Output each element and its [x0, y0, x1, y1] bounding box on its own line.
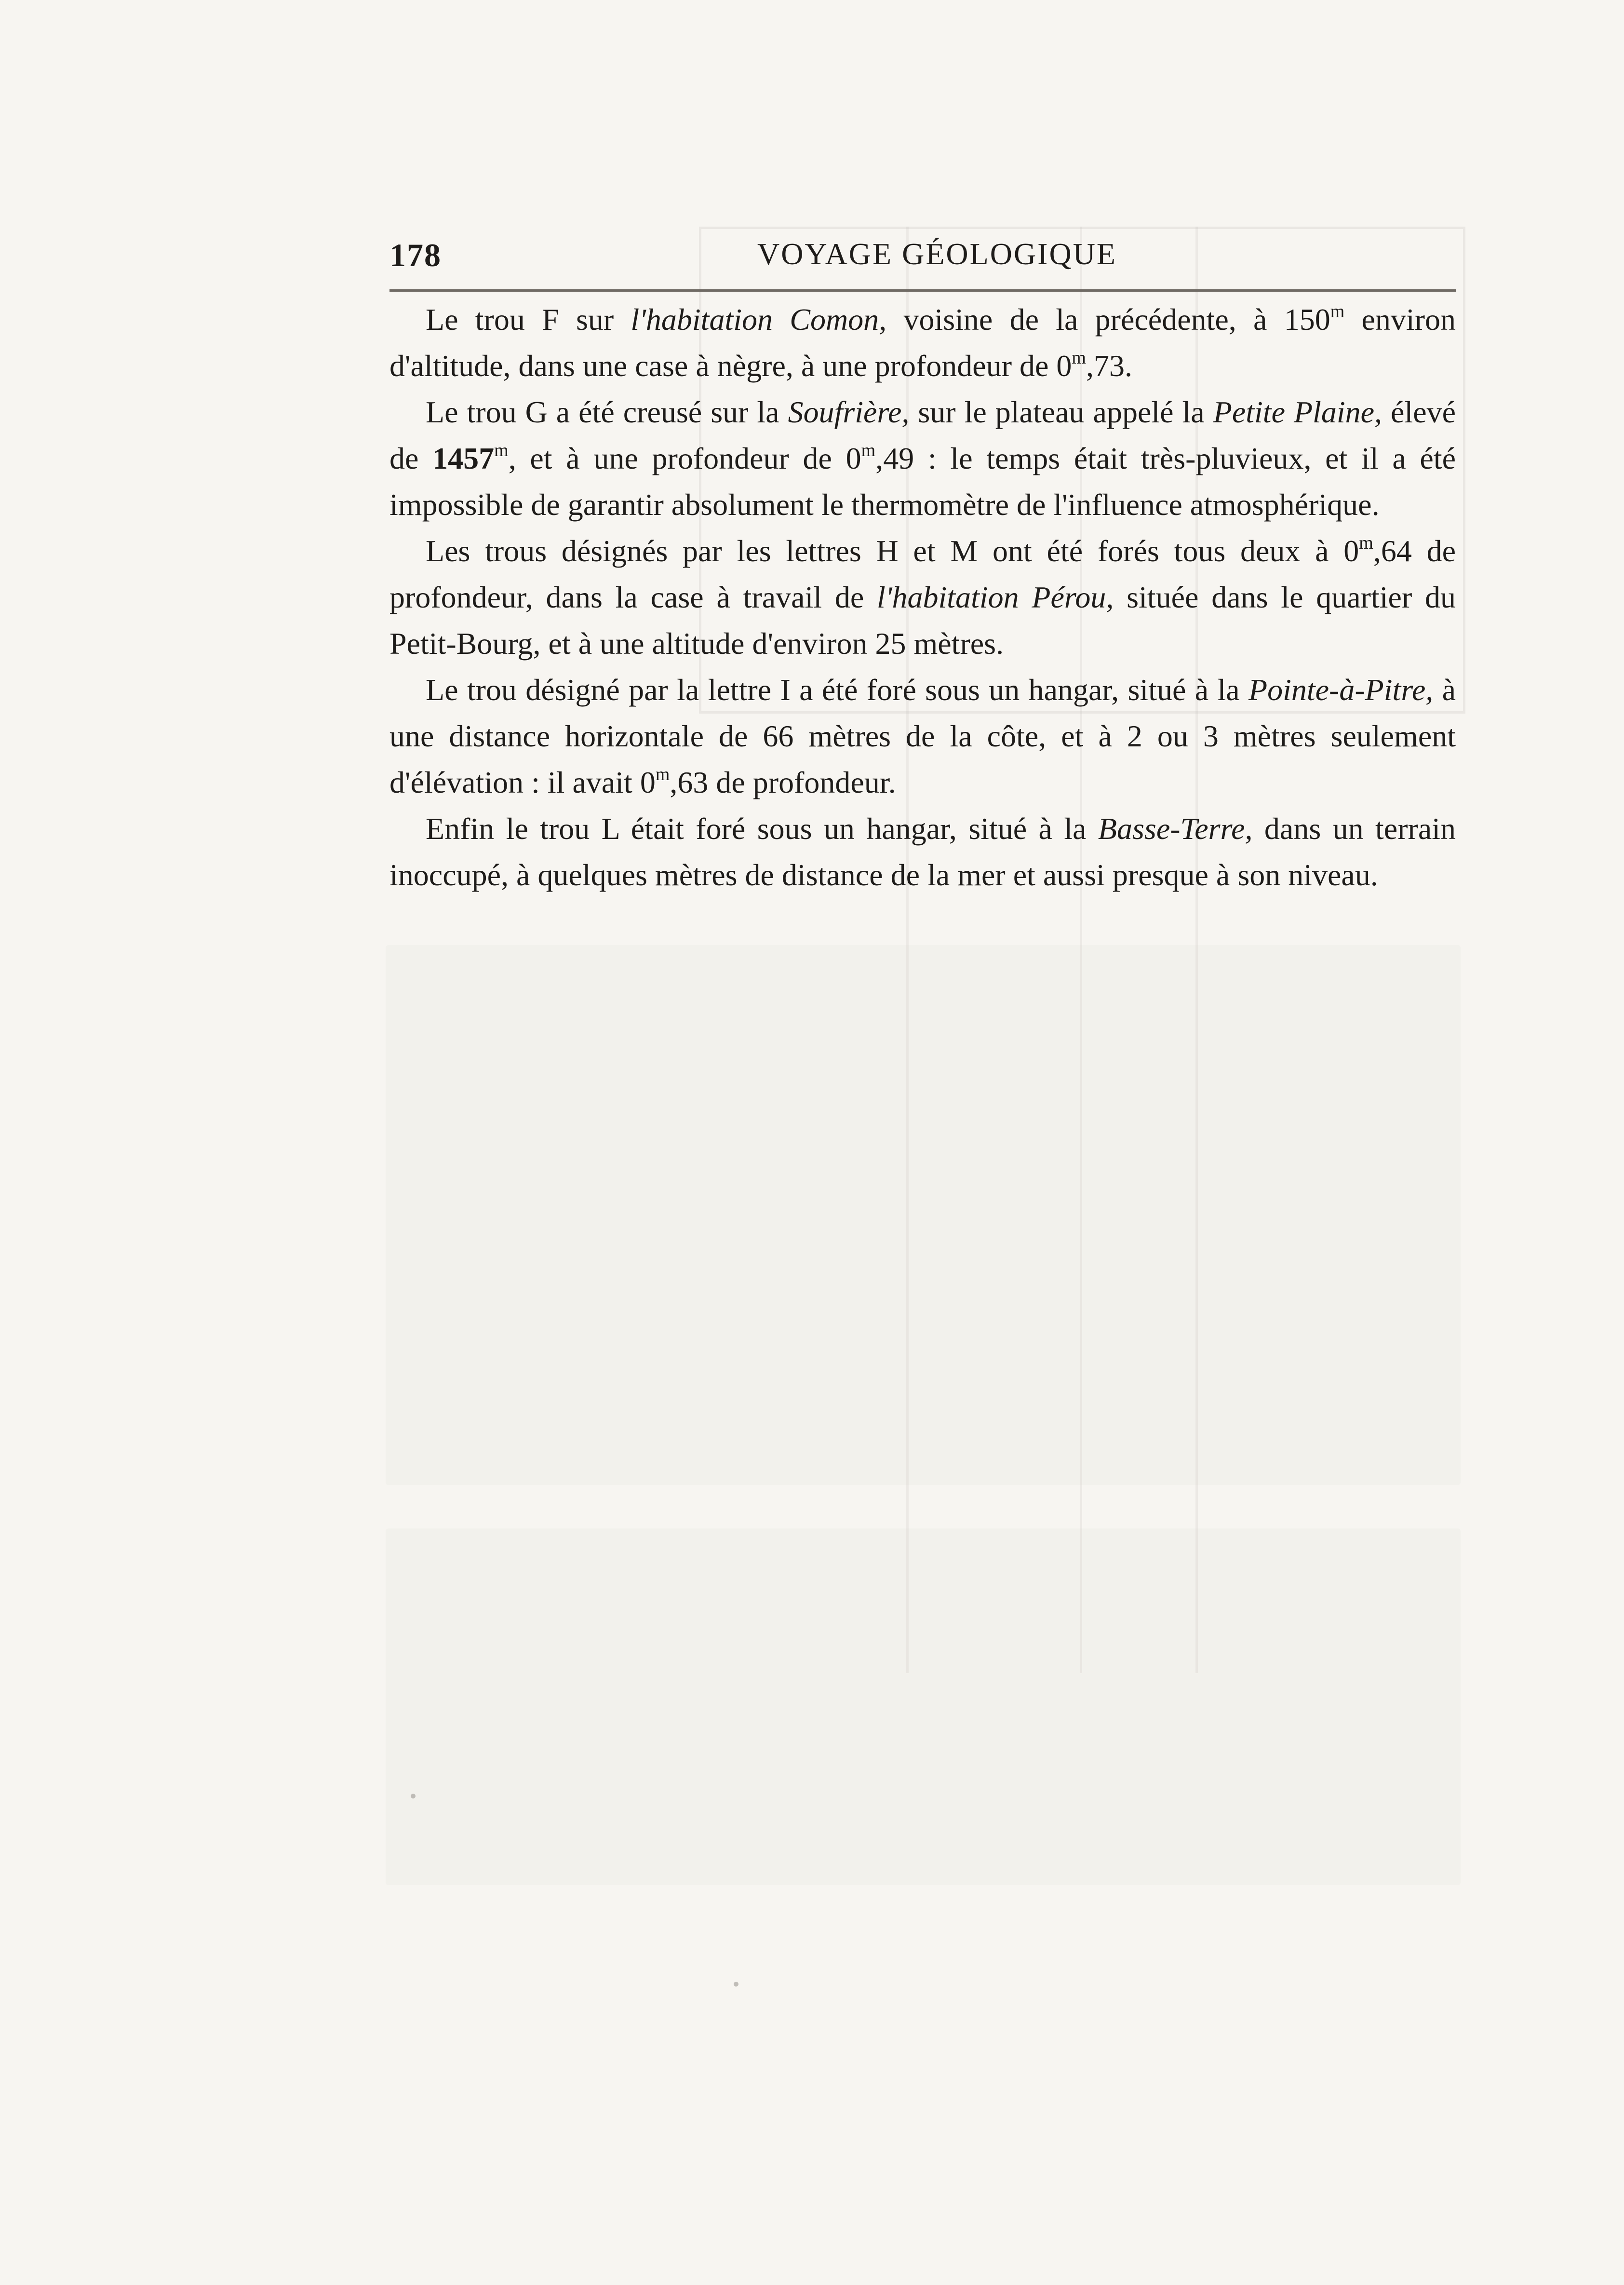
- unit-superscript: m: [1359, 533, 1373, 553]
- paragraph-trou-l: [389, 806, 1456, 898]
- unit-superscript: m: [655, 764, 670, 784]
- unit-superscript: m: [1072, 348, 1086, 368]
- body-text: [389, 297, 1456, 898]
- paragraph-trous-h-m: [389, 528, 1456, 667]
- header-rule: [389, 289, 1456, 292]
- running-header: [389, 217, 1456, 273]
- paper-speck: [411, 1794, 416, 1798]
- text-run: Enfin le trou L était foré sous un hangar, situé à la: [426, 811, 1098, 846]
- unit-superscript: m: [1330, 301, 1345, 322]
- text-run: ,64 de profondeur, dans la case à travail de: [389, 534, 1456, 614]
- text-run: ,73.: [1086, 349, 1132, 383]
- italic-place-name: Basse-Terre,: [1098, 811, 1253, 846]
- text-run: voisine de la précédente, à 150: [886, 302, 1330, 337]
- running-title: VOYAGE GÉOLOGIQUE: [757, 237, 1117, 271]
- bleed-through-text-block: [386, 945, 1461, 1485]
- text-run: élevé de: [389, 395, 1456, 475]
- paragraph-trou-f: [389, 297, 1456, 389]
- text-run: Le trou F sur: [426, 302, 631, 337]
- italic-place-name: Petite Plaine,: [1213, 395, 1382, 429]
- text-run: ,49 : le temps était très-pluvieux, et il a été impossible de garantir absolument le thermomètre de l'influence atmosphérique.: [389, 441, 1456, 522]
- text-run: Les trous désignés par les lettres H et M ont été forés tous deux à 0: [426, 534, 1359, 568]
- text-run: située dans le quartier du Petit-Bourg, et à une altitude d'environ 25 mètres.: [389, 580, 1456, 661]
- italic-place-name: Pointe-à-Pitre,: [1248, 673, 1434, 707]
- text-run: Le trou désigné par la lettre I a été foré sous un hangar, situé à la: [426, 673, 1248, 707]
- page: [389, 217, 1456, 898]
- bleed-through-text-block: [386, 1528, 1461, 1885]
- text-run: sur le plateau appelé la: [909, 395, 1213, 429]
- text-run: 1457: [432, 441, 495, 475]
- paper-speck: [734, 1982, 738, 1987]
- text-run: ,63 de profondeur.: [670, 765, 896, 799]
- paragraph-trou-g: [389, 389, 1456, 528]
- text-run: à une distance horizontale de 66 mètres de la côte, et à 2 ou 3 mètres seulement d'élévation : il avait 0: [389, 673, 1456, 799]
- page-number: 178: [389, 237, 442, 273]
- text-run: dans un terrain inoccupé, à quelques mètres de distance de la mer et aussi presque à son niveau.: [389, 811, 1456, 892]
- italic-place-name: Soufrière,: [788, 395, 910, 429]
- text-run: environ d'altitude, dans une case à nègre, à une profondeur de 0: [389, 302, 1456, 383]
- unit-superscript: m: [494, 440, 509, 460]
- italic-place-name: l'habitation Pérou,: [877, 580, 1114, 614]
- unit-superscript: m: [861, 440, 876, 460]
- italic-place-name: l'habitation Comon,: [631, 302, 887, 337]
- text-run: Le trou G a été creusé sur la: [426, 395, 788, 429]
- text-run: , et à une profondeur de 0: [508, 441, 861, 475]
- paragraph-trou-i: [389, 667, 1456, 806]
